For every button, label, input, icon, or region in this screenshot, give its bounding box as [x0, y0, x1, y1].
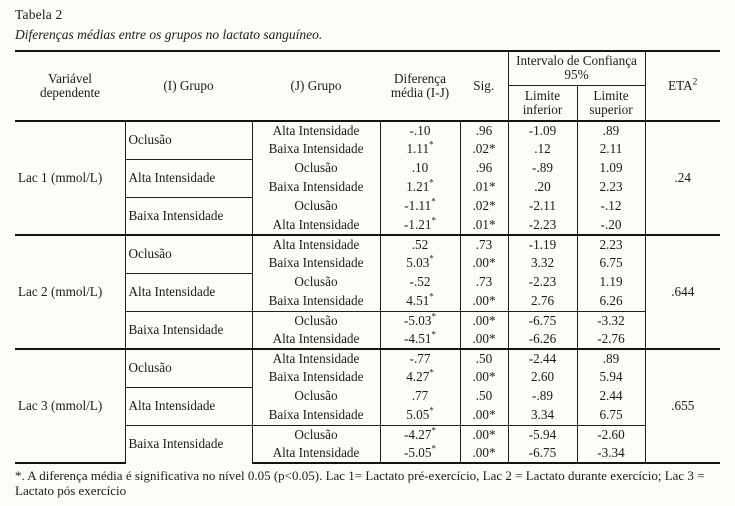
i-group-cell: Oclusão: [125, 349, 252, 387]
significance-star: *: [431, 196, 436, 207]
col-header-mean-difference: Diferença média (I-J): [380, 51, 460, 121]
ci-lower-cell: .12: [508, 140, 577, 159]
col-header-eta: [645, 51, 720, 121]
j-group-cell: Alta Intensidade: [252, 444, 380, 463]
ci-lower-cell: -2.44: [508, 349, 577, 368]
table-body: [15, 121, 720, 463]
ci-upper-cell: 1.19: [577, 273, 645, 292]
significance-star: *: [431, 329, 436, 340]
mean-difference-value: -5.05: [404, 444, 432, 460]
mean-difference-cell: [380, 235, 460, 254]
significance-star: *: [429, 253, 434, 264]
j-group-cell: Alta Intensidade: [252, 216, 380, 235]
sig-cell: .00*: [460, 425, 508, 444]
ci-upper-cell: 2.44: [577, 387, 645, 406]
sig-cell: .02*: [460, 197, 508, 216]
significance-star: *: [429, 177, 434, 188]
i-group-cell: Alta Intensidade: [125, 159, 252, 197]
ci-lower-cell: -6.26: [508, 330, 577, 349]
sig-cell: .50: [460, 349, 508, 368]
mean-difference-value: .77: [411, 388, 429, 404]
j-group-cell: Oclusão: [252, 159, 380, 178]
dependent-variable-cell: Lac 1 (mmol/L): [15, 121, 125, 235]
ci-lower-cell: -2.23: [508, 273, 577, 292]
mean-difference-value: 4.51: [406, 293, 430, 309]
sig-cell: .73: [460, 235, 508, 254]
mean-difference-cell: [380, 368, 460, 387]
sig-cell: .00*: [460, 444, 508, 463]
sig-cell: .96: [460, 159, 508, 178]
ci-lower-cell: 3.32: [508, 254, 577, 273]
sig-cell: .96: [460, 121, 508, 140]
ci-lower-cell: -1.19: [508, 235, 577, 254]
ci-upper-cell: 6.75: [577, 254, 645, 273]
table-title: Tabela 2: [15, 7, 63, 22]
i-group-cell: Alta Intensidade: [125, 273, 252, 311]
j-group-cell: Baixa Intensidade: [252, 140, 380, 159]
eta-cell: .644: [645, 235, 720, 349]
table-caption: Diferenças médias entre os grupos no lactato sanguíneo.: [15, 27, 323, 42]
j-group-cell: Oclusão: [252, 425, 380, 444]
dependent-variable-cell: Lac 3 (mmol/L): [15, 349, 125, 463]
i-group-cell: Oclusão: [125, 121, 252, 159]
eta-label: ETA: [668, 77, 693, 93]
ci-upper-cell: -3.32: [577, 311, 645, 330]
j-group-cell: Baixa Intensidade: [252, 368, 380, 387]
i-group-cell: Baixa Intensidade: [125, 311, 252, 349]
j-group-cell: Oclusão: [252, 387, 380, 406]
mean-difference-value: -4.51: [404, 330, 432, 346]
ci-upper-cell: 6.75: [577, 406, 645, 425]
j-group-cell: Alta Intensidade: [252, 349, 380, 368]
significance-star: *: [431, 311, 436, 322]
sig-cell: .50: [460, 387, 508, 406]
eta-cell: .655: [645, 349, 720, 463]
mean-difference-value: 4.27: [406, 369, 430, 385]
significance-star: *: [429, 367, 434, 378]
j-group-cell: Alta Intensidade: [252, 330, 380, 349]
table-row: [15, 235, 720, 254]
ci-upper-cell: -.20: [577, 216, 645, 235]
mean-difference-cell: [380, 216, 460, 235]
eta-superscript: 2: [692, 77, 698, 88]
mean-difference-cell: [380, 254, 460, 273]
mean-difference-value: 5.05: [406, 407, 430, 423]
header-row-top: [15, 51, 720, 85]
j-group-cell: Alta Intensidade: [252, 235, 380, 254]
mean-difference-value: -.52: [409, 274, 431, 290]
col-header-j-group: (J) Grupo: [252, 51, 380, 121]
mean-difference-cell: [380, 387, 460, 406]
mean-difference-cell: [380, 197, 460, 216]
ci-lower-cell: 2.76: [508, 292, 577, 311]
sig-cell: .00*: [460, 368, 508, 387]
mean-difference-cell: [380, 292, 460, 311]
mean-difference-cell: [380, 444, 460, 463]
sig-cell: .00*: [460, 406, 508, 425]
i-group-cell: Alta Intensidade: [125, 387, 252, 425]
mean-difference-value: -5.03: [404, 312, 432, 328]
table-row: [15, 121, 720, 140]
sig-cell: .00*: [460, 254, 508, 273]
ci-lower-cell: 3.34: [508, 406, 577, 425]
j-group-cell: Baixa Intensidade: [252, 292, 380, 311]
ci-upper-cell: .89: [577, 121, 645, 140]
j-group-cell: Oclusão: [252, 273, 380, 292]
j-group-cell: Baixa Intensidade: [252, 178, 380, 197]
ci-lower-cell: -1.09: [508, 121, 577, 140]
mean-difference-cell: [380, 425, 460, 444]
mean-difference-cell: [380, 140, 460, 159]
statistics-table: [15, 50, 720, 464]
sig-cell: .02*: [460, 140, 508, 159]
table-row: [15, 349, 720, 368]
ci-lower-cell: 2.60: [508, 368, 577, 387]
mean-difference-value: 1.21: [406, 179, 430, 195]
i-group-cell: Oclusão: [125, 235, 252, 273]
ci-upper-cell: -2.76: [577, 330, 645, 349]
sig-cell: .00*: [460, 311, 508, 330]
col-header-ci-upper: Limite superior: [577, 85, 645, 121]
mean-difference-value: 5.03: [406, 255, 430, 271]
table-footnote: *. A diferença média é significativa no nível 0.05 (p<0.05). Lac 1= Lactato pré-exercício, Lac 2 = Lactato durante exercício; Lac 3 = Lactato pós exercício: [15, 468, 705, 498]
mean-difference-value: -4.27: [404, 426, 432, 442]
mean-difference-cell: [380, 330, 460, 349]
ci-upper-cell: 2.11: [577, 140, 645, 159]
mean-difference-cell: [380, 311, 460, 330]
j-group-cell: Oclusão: [252, 197, 380, 216]
dependent-variable-cell: Lac 2 (mmol/L): [15, 235, 125, 349]
mean-difference-value: -1.11: [404, 198, 432, 214]
col-header-ci-lower: Limite inferior: [508, 85, 577, 121]
ci-upper-cell: 2.23: [577, 235, 645, 254]
ci-upper-cell: 1.09: [577, 159, 645, 178]
ci-lower-cell: -6.75: [508, 311, 577, 330]
j-group-cell: Baixa Intensidade: [252, 406, 380, 425]
significance-star: *: [429, 139, 434, 150]
mean-difference-cell: [380, 349, 460, 368]
i-group-cell: Baixa Intensidade: [125, 425, 252, 463]
ci-upper-cell: 5.94: [577, 368, 645, 387]
significance-star: *: [431, 425, 436, 436]
mean-difference-cell: [380, 178, 460, 197]
ci-upper-cell: 6.26: [577, 292, 645, 311]
col-header-i-group: (I) Grupo: [125, 51, 252, 121]
mean-difference-value: -.10: [409, 122, 431, 138]
mean-difference-cell: [380, 273, 460, 292]
col-header-sig: Sig.: [460, 51, 508, 121]
ci-lower-cell: -.89: [508, 387, 577, 406]
ci-lower-cell: -2.11: [508, 197, 577, 216]
ci-upper-cell: -2.60: [577, 425, 645, 444]
col-header-confidence-interval: Intervalo de Confiança 95%: [508, 51, 645, 85]
sig-cell: .00*: [460, 292, 508, 311]
ci-upper-cell: 2.23: [577, 178, 645, 197]
eta-cell: .24: [645, 121, 720, 235]
ci-lower-cell: -5.94: [508, 425, 577, 444]
ci-lower-cell: -.89: [508, 159, 577, 178]
col-header-dependent-variable: Variável dependente: [15, 51, 125, 121]
mean-difference-value: .10: [411, 160, 429, 176]
mean-difference-value: -.77: [409, 350, 431, 366]
j-group-cell: Baixa Intensidade: [252, 254, 380, 273]
sig-cell: .01*: [460, 178, 508, 197]
j-group-cell: Alta Intensidade: [252, 121, 380, 140]
sig-cell: .00*: [460, 330, 508, 349]
mean-difference-cell: [380, 159, 460, 178]
sig-cell: .73: [460, 273, 508, 292]
ci-lower-cell: .20: [508, 178, 577, 197]
j-group-cell: Oclusão: [252, 311, 380, 330]
ci-upper-cell: .89: [577, 349, 645, 368]
significance-star: *: [431, 443, 436, 454]
ci-upper-cell: -3.34: [577, 444, 645, 463]
mean-difference-value: .52: [411, 236, 429, 252]
significance-star: *: [429, 405, 434, 416]
ci-lower-cell: -6.75: [508, 444, 577, 463]
significance-star: *: [429, 291, 434, 302]
sig-cell: .01*: [460, 216, 508, 235]
mean-difference-value: 1.11: [406, 141, 430, 157]
significance-star: *: [431, 215, 436, 226]
mean-difference-cell: [380, 121, 460, 140]
ci-upper-cell: -.12: [577, 197, 645, 216]
mean-difference-cell: [380, 406, 460, 425]
table-header: [15, 51, 720, 121]
i-group-cell: Baixa Intensidade: [125, 197, 252, 235]
mean-difference-value: -1.21: [404, 216, 432, 232]
ci-lower-cell: -2.23: [508, 216, 577, 235]
